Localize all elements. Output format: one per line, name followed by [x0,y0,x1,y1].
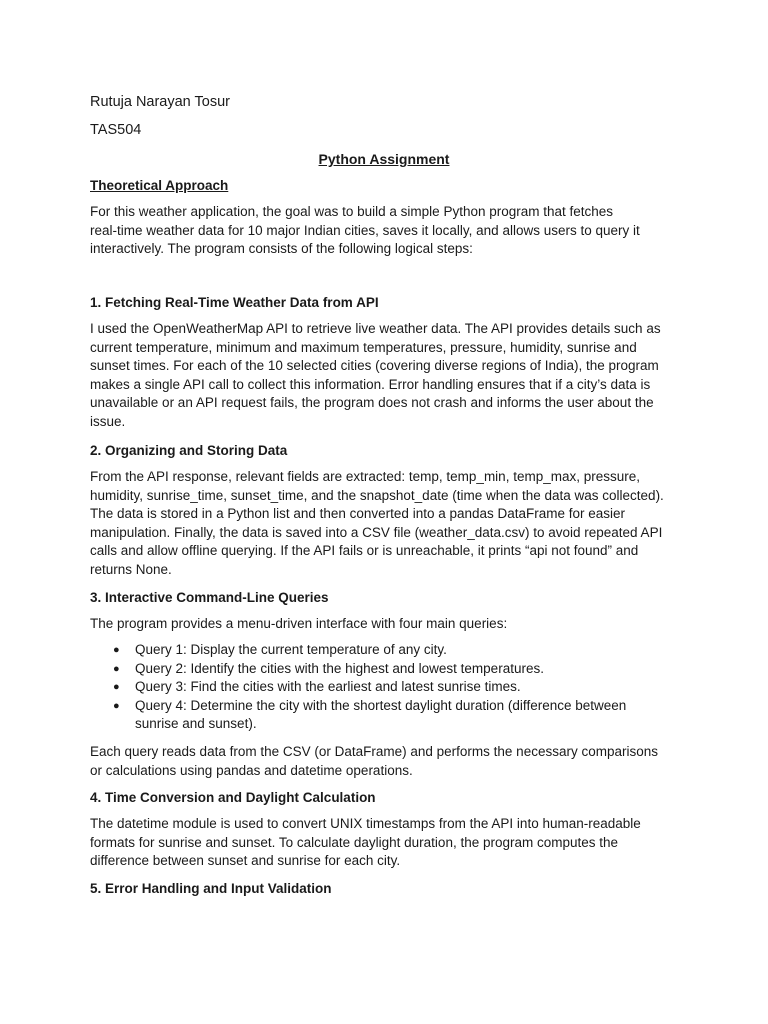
section-1-paragraph: I used the OpenWeatherMap API to retrieve live weather data. The API provides details such as current temperature, minimum and maximum temperatures, pressure, humidity, sunrise and sunset times. For each of the 10 selected cities (covering diverse regions of India), the program makes a single API call to collect this information. Error handling ensures that if a city’s data is unavailable or an API request fails, the program does not crash and informs the user about the issue. [90,321,661,429]
section-heading-theoretical-approach: Theoretical Approach [90,178,229,193]
section-3-paragraph: Each query reads data from the CSV (or DataFrame) and performs the necessary comparisons or calculations using pandas and datetime operations. [90,744,658,778]
bullet-icon: ● [113,681,120,694]
query-list [90,641,682,734]
author-name: Rutuja Narayan Tosur [90,94,230,110]
list-item: ● Query 2: Identify the cities with the highest and lowest temperatures. [90,660,682,679]
section-heading-organizing-data: 2. Organizing and Storing Data [90,443,288,458]
section-heading-interactive-queries: 3. Interactive Command-Line Queries [90,590,329,605]
page-title: Python Assignment [318,151,450,167]
section-3-intro: The program provides a menu-driven interface with four main queries: [90,616,508,631]
list-item: ● Query 3: Find the cities with the earliest and latest sunrise times. [90,678,682,697]
bullet-icon: ● [113,699,120,712]
list-item: ● Query 4: Determine the city with the shortest daylight duration (difference between sunrise and sunset). [113,697,627,732]
bullet-icon: ● [113,662,120,675]
section-4-paragraph: The datetime module is used to convert UNIX timestamps from the API into human-readable formats for sunrise and sunset. To calculate daylight duration, the program computes the difference between sunset and sunrise for each city. [90,816,641,869]
section-heading-fetching-data: 1. Fetching Real-Time Weather Data from API [90,295,379,310]
section-2-paragraph: From the API response, relevant fields are extracted: temp, temp_min, temp_max, pressure, humidity, sunrise_time, sunset_time, and the snapshot_date (time when the data was collected). The data is stored in a Python list and then converted into a pandas DataFrame for easier manipulation. Finally, the data is saved into a CSV file (weather_data.csv) to avoid repeated API calls and allow offline querying. If the API fails or is unreachable, it prints “api not found” and returns None. [90,469,664,577]
student-id: TAS504 [90,122,142,138]
intro-paragraph: For this weather application, the goal was to build a simple Python program that fetches real-time weather data for 10 major Indian cities, saves it locally, and allows users to query it interactively. The program consists of the following logical steps: [90,204,640,257]
list-item: ● Query 1: Display the current temperature of any city. [90,641,682,660]
section-heading-error-handling: 5. Error Handling and Input Validation [90,881,332,896]
section-heading-time-conversion: 4. Time Conversion and Daylight Calculation [90,790,376,805]
bullet-icon: ● [113,644,120,656]
